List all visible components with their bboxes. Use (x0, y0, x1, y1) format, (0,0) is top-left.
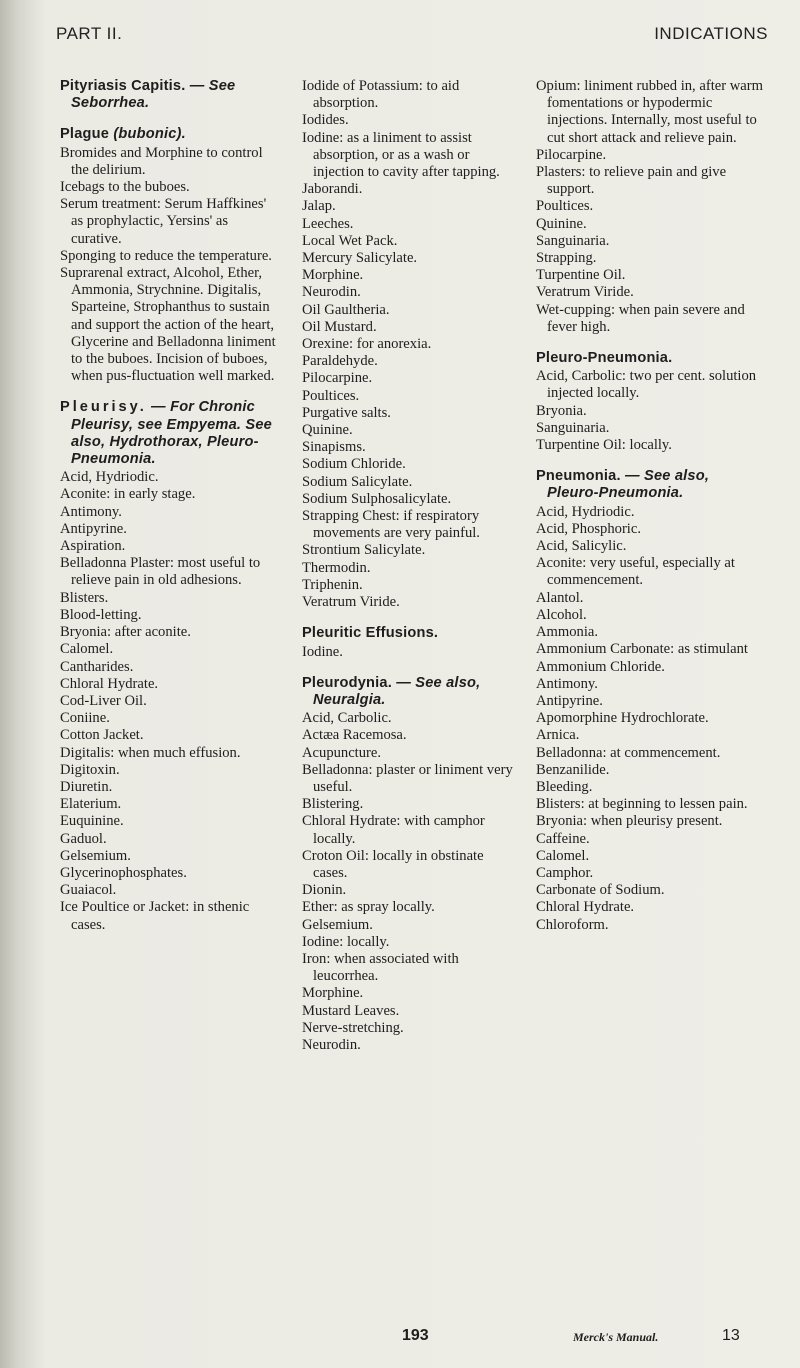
remedy-entry: Neurodin. (302, 1036, 361, 1053)
remedy-entry: Ammonium Carbonate: as stimulant (536, 641, 748, 658)
page-number: 193 (402, 1327, 429, 1344)
remedy-entry: Turpentine Oil: locally. (536, 437, 672, 454)
remedy-entry: Blisters. (60, 589, 109, 606)
remedy-entry: Leeches. (302, 215, 354, 232)
remedy-entry: Thermodin. (302, 559, 371, 576)
remedy-entry: Antimony. (536, 675, 598, 692)
page-footer (0, 1327, 800, 1351)
remedy-entry: Morphine. (302, 985, 364, 1002)
subject-title: Plague (60, 126, 110, 143)
remedy-entry: Iodine: locally. (302, 933, 390, 950)
remedy-entry: Blisters: at beginning to lessen pain. (536, 796, 748, 813)
remedy-entry: Calomel. (60, 641, 114, 658)
column-left (60, 78, 282, 934)
remedy-entry: Dionin. (302, 882, 347, 899)
remedy-entry: Acid, Carbolic. (302, 710, 392, 727)
remedy-entry: Plasters: to relieve pain and give support. (536, 164, 727, 198)
subject-heading (60, 78, 282, 112)
remedy-entry: Jaborandi. (302, 181, 363, 198)
remedy-entry: Benzanilide. (536, 761, 610, 778)
remedy-entry: Alantol. (536, 589, 584, 606)
subject-title: Pneumonia. (536, 468, 621, 485)
remedy-entry: Bryonia: when pleurisy present. (536, 813, 723, 830)
remedy-entry: Blistering. (302, 796, 364, 813)
remedy-entry: Quinine. (302, 422, 353, 439)
remedy-entry: Chloral Hydrate. (60, 675, 159, 692)
remedy-entry: Poultices. (536, 198, 594, 215)
remedy-entry: Morphine. (302, 267, 364, 284)
remedy-entry: Strontium Salicylate. (302, 542, 426, 559)
remedy-entry: Elaterium. (60, 796, 122, 813)
remedy-entry: Triphenin. (302, 576, 363, 593)
part-label: PART II. (56, 24, 123, 43)
section-title: INDICATIONS (654, 24, 768, 43)
remedy-entry: Apomorphine Hydrochlorate. (536, 710, 709, 727)
remedy-entry: Antipyrine. (60, 520, 127, 537)
remedy-entry: Belladonna: at commencement. (536, 744, 721, 761)
remedy-entry: Chloroform. (536, 916, 609, 933)
remedy-entry: Sanguinaria. (536, 419, 610, 436)
remedy-entry: Acid, Hydriodic. (536, 503, 635, 520)
remedy-entry: Acid, Salicylic. (536, 538, 627, 555)
remedy-entry: Iodide of Potassium: to aid absorption. (302, 78, 460, 112)
subject-heading (536, 468, 764, 502)
remedy-entry: Serum treatment: Serum Haffkines' as prophylactic, Yersins' as curative. (60, 196, 267, 247)
remedy-entry: Turpentine Oil. (536, 267, 626, 284)
remedy-entry: Antipyrine. (536, 692, 603, 709)
remedy-entry: Euquinine. (60, 813, 124, 830)
remedy-entry: Bryonia. (536, 402, 587, 419)
remedy-entry: Gelsemium. (302, 916, 373, 933)
remedy-entry: Nerve-stretching. (302, 1019, 404, 1036)
remedy-entry: Carbonate of Sodium. (536, 882, 665, 899)
remedy-entry: Acid, Hydriodic. (60, 469, 159, 486)
remedy-entry: Belladonna Plaster: most useful to relieve pain in old adhesions. (60, 555, 261, 589)
remedy-entry: Bryonia: after aconite. (60, 624, 191, 641)
remedy-entry: Chloral Hydrate. (536, 899, 635, 916)
remedy-entry: Oil Mustard. (302, 318, 377, 335)
remedy-entry: Iodine: as a liniment to assist absorption, or as a wash or injection to cavity after tapping. (302, 129, 500, 181)
subject-heading (302, 675, 520, 709)
remedy-entry: Sponging to reduce the temperature. (60, 247, 272, 264)
remedy-entry: Acid, Carbolic: two per cent. solution injected locally. (536, 368, 757, 402)
remedy-entry: Cantharides. (60, 658, 134, 675)
remedy-entry: Sodium Sulphosalicylate. (302, 490, 452, 507)
remedy-entry: Bromides and Morphine to control the delirium. (60, 144, 263, 178)
remedy-entry: Suprarenal extract, Alcohol, Ether, Ammonia, Strychnine. Digitalis, Sparteine, Strophanthus to sustain and support the action of the heart, Glycerine and Belladonna liniment to the buboes. Incision of buboes, when pus-fluctuation well marked. (60, 265, 276, 385)
remedy-entry: Iron: when associated with leucorrhea. (302, 950, 459, 985)
subject-note: — See also, Neuralgia. (313, 674, 481, 708)
remedy-entry: Orexine: for anorexia. (302, 336, 432, 353)
subject-note: — For Chronic Pleurisy, see Empyema. See also, Hydrothorax, Pleuro-Pneumonia. (71, 399, 272, 468)
subject-heading (60, 126, 282, 143)
remedy-entry: Pilocarpine. (302, 370, 373, 387)
remedy-entry: Wet-cupping: when pain severe and fever high. (536, 301, 745, 335)
remedy-entry: Poultices. (302, 387, 360, 404)
remedy-entry: Antimony. (60, 503, 122, 520)
remedy-entry: Ice Poultice or Jacket: in sthenic cases. (60, 899, 250, 933)
remedy-entry: Ammonium Chloride. (536, 658, 665, 675)
remedy-entry: Mustard Leaves. (302, 1002, 400, 1019)
remedy-entry: Pilocarpine. (536, 146, 607, 163)
subject-heading (302, 625, 520, 642)
remedy-entry: Sodium Chloride. (302, 456, 406, 473)
remedy-entry: Gaduol. (60, 830, 107, 847)
subject-note: — See Seborrhea. (71, 78, 236, 112)
remedy-entry: Gelsemium. (60, 847, 131, 864)
remedy-entry: Iodine. (302, 643, 343, 660)
subject-title: Pleurisy. (60, 399, 147, 416)
column-right (536, 78, 764, 934)
remedy-entry: Sanguinaria. (536, 232, 610, 249)
remedy-entry: Local Wet Pack. (302, 232, 398, 249)
remedy-entry: Acupuncture. (302, 744, 382, 761)
remedy-entry: Acid, Phosphoric. (536, 520, 641, 537)
remedy-entry: Diuretin. (60, 778, 113, 795)
subject-title: Pleuro-Pneumonia. (536, 350, 673, 367)
subject-heading (60, 399, 282, 468)
remedy-entry: Calomel. (536, 847, 590, 864)
remedy-entry: Opium: liniment rubbed in, after warm fomentations or hypodermic injections. Internally, most useful to cut short attack and relieve pain. (536, 78, 763, 146)
remedy-entry: Croton Oil: locally in obstinate cases. (302, 847, 484, 881)
remedy-entry: Blood-letting. (60, 606, 142, 623)
remedy-entry: Bleeding. (536, 778, 593, 795)
remedy-entry: Cotton Jacket. (60, 727, 144, 744)
subject-title: Pleurodynia. (302, 674, 392, 691)
remedy-entry: Jalap. (302, 198, 336, 215)
remedy-entry: Paraldehyde. (302, 353, 378, 370)
remedy-entry: Iodides. (302, 112, 349, 129)
remedy-entry: Arnica. (536, 727, 580, 744)
subject-note: (bubonic). (113, 126, 186, 143)
remedy-entry: Veratrum Viride. (302, 594, 400, 611)
remedy-entry: Aspiration. (60, 538, 126, 555)
remedy-entry: Camphor. (536, 864, 594, 881)
remedy-entry: Caffeine. (536, 830, 590, 847)
remedy-entry: Digitoxin. (60, 761, 120, 778)
remedy-entry: Strapping. (536, 250, 597, 267)
remedy-entry: Guaiacol. (60, 882, 117, 899)
subject-title: Pleuritic Effusions. (302, 625, 439, 642)
remedy-entry: Coniine. (60, 710, 110, 727)
remedy-entry: Strapping Chest: if respiratory movements are very painful. (302, 508, 480, 542)
subject-heading (536, 350, 764, 367)
remedy-entry: Ammonia. (536, 624, 599, 641)
running-head (56, 24, 768, 50)
remedy-entry: Cod-Liver Oil. (60, 692, 147, 709)
signature-mark: 13 (722, 1327, 740, 1344)
remedy-entry: Sinapisms. (302, 439, 366, 456)
remedy-entry: Ether: as spray locally. (302, 899, 435, 916)
remedy-entry: Sodium Salicylate. (302, 473, 413, 490)
remedy-entry: Aconite: in early stage. (60, 486, 196, 503)
remedy-entry: Aconite: very useful, especially at commencement. (536, 555, 735, 589)
remedy-entry: Actæa Racemosa. (302, 727, 407, 744)
remedy-entry: Quinine. (536, 215, 587, 232)
remedy-entry: Belladonna: plaster or liniment very useful. (302, 761, 513, 795)
column-middle (302, 78, 520, 1054)
remedy-entry: Oil Gaultheria. (302, 301, 390, 318)
remedy-entry: Neurodin. (302, 284, 361, 301)
subject-title: Pityriasis Capitis. (60, 78, 186, 94)
remedy-entry: Chloral Hydrate: with camphor locally. (302, 813, 485, 847)
remedy-entry: Mercury Salicylate. (302, 250, 418, 267)
remedy-entry: Alcohol. (536, 606, 587, 623)
subject-note: — See also, Pleuro-Pneumonia. (547, 468, 710, 502)
remedy-entry: Veratrum Viride. (536, 284, 634, 301)
publisher-mark: Merck's Manual. (573, 1330, 659, 1344)
remedy-entry: Digitalis: when much effusion. (60, 744, 241, 761)
remedy-entry: Icebags to the buboes. (60, 179, 190, 196)
remedy-entry: Glycerinophosphates. (60, 864, 187, 881)
remedy-entry: Purgative salts. (302, 404, 391, 421)
